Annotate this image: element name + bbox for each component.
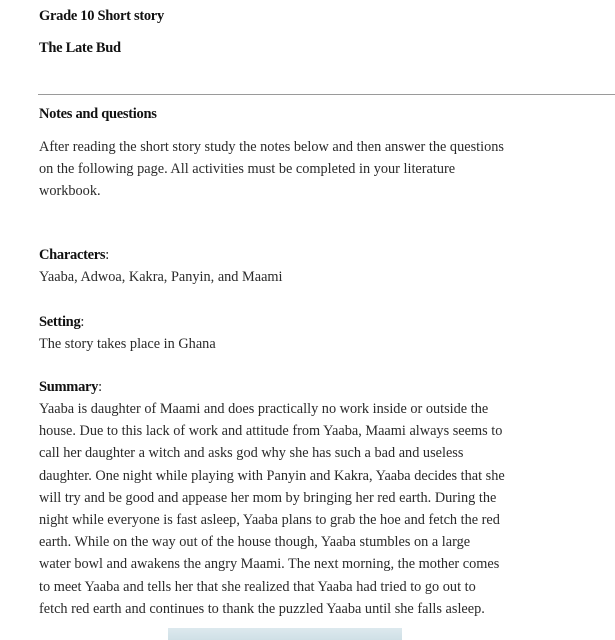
- notes-line: After reading the short story study the notes below and then answer the questions: [39, 139, 504, 155]
- notes-line: on the following page. All activities must be completed in your literature: [39, 161, 456, 177]
- divider: [38, 94, 615, 95]
- summary-heading: [39, 377, 102, 399]
- summary-line: fetch red earth and continues to thank the puzzled Yaaba until she falls asleep.: [39, 600, 485, 617]
- summary-line: to meet Yaaba and tells her that she realized that Yaaba had tried to go out to: [39, 578, 476, 595]
- characters-heading: [39, 245, 109, 267]
- characters-label: Characters: [39, 247, 106, 263]
- summary-line: night while everyone is fast asleep, Yaaba plans to grab the hoe and fetch the red: [39, 512, 500, 528]
- characters-text: Yaaba, Adwoa, Kakra, Panyin, and Maami: [39, 269, 283, 285]
- story-title: The Late Bud: [39, 40, 121, 56]
- setting-label: Setting: [39, 314, 81, 330]
- summary-line: Yaaba is daughter of Maami and does practically no work inside or outside the: [39, 401, 489, 417]
- setting-text: The story takes place in Ghana: [39, 336, 216, 352]
- summary-line: house. Due to this lack of work and attitude from Yaaba, Maami always seems to: [39, 423, 503, 440]
- grade-label: Grade 10 Short story: [39, 8, 164, 24]
- colon: :: [98, 379, 103, 395]
- summary-line: call her daughter a witch and asks god why she has such a bad and useless: [39, 445, 464, 462]
- story-image: [168, 628, 402, 640]
- setting-heading: [39, 312, 84, 334]
- notes-heading: Notes and questions: [39, 106, 157, 122]
- summary-line: will try and be good and appease her mom by bringing her red earth. During the: [39, 489, 497, 506]
- colon: :: [105, 247, 110, 263]
- summary-line: water bowl and awakens the angry Maami. The next morning, the mother comes: [39, 556, 500, 573]
- colon: :: [80, 314, 85, 330]
- summary-label: Summary: [39, 379, 99, 395]
- notes-line: workbook.: [39, 183, 101, 199]
- summary-line: earth. While on the way out of the house though, Yaaba stumbles on a large: [39, 534, 471, 551]
- summary-line: daughter. One night while playing with Panyin and Kakra, Yaaba decides that she: [39, 467, 505, 484]
